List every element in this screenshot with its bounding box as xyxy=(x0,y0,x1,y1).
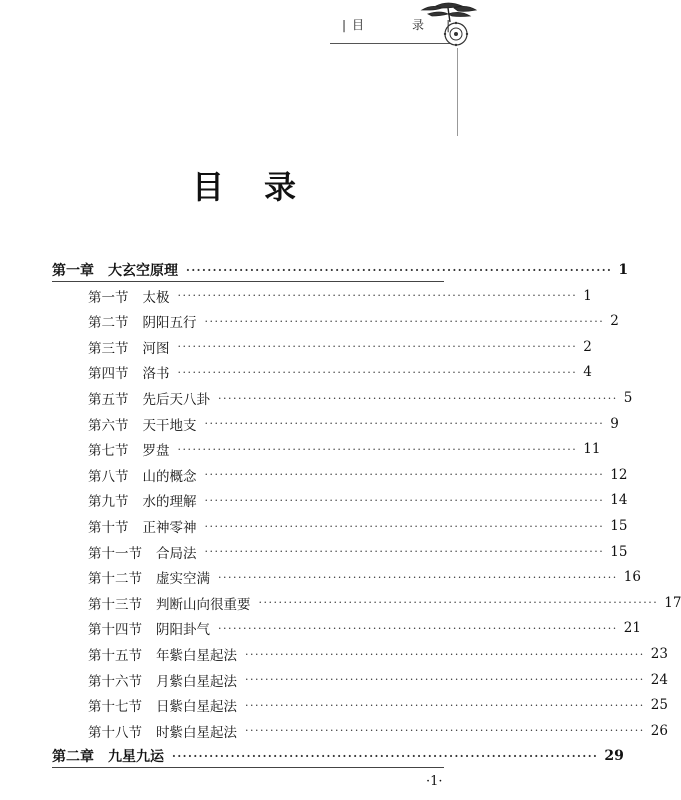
dot-leader: ················································································ xyxy=(204,519,605,533)
section-title: 阴阳卦气 xyxy=(156,622,210,639)
dot-leader: ················································································ xyxy=(218,570,618,584)
section-title: 先后天八卦 xyxy=(142,392,210,408)
dot-leader: ················································································ xyxy=(186,263,613,277)
section-number: 第九节 xyxy=(88,494,129,511)
page-ref: 2 xyxy=(583,338,592,355)
page-ref: 5 xyxy=(623,390,633,406)
toc-section-row xyxy=(88,618,641,639)
section-title: 判断山向很重要 xyxy=(156,596,251,613)
section-title: 时紫白星起法 xyxy=(156,724,237,741)
section-number: 第八节 xyxy=(88,468,129,485)
toc-section-row xyxy=(88,567,641,588)
dot-leader: ················································································ xyxy=(245,698,645,712)
section-title: 阴阳五行 xyxy=(142,315,197,332)
section-title: 月紫白星起法 xyxy=(156,673,237,690)
section-title: 河图 xyxy=(142,340,170,357)
dot-leader: ················································································ xyxy=(218,621,618,635)
toc-section-row xyxy=(88,388,633,408)
section-number: 第七节 xyxy=(88,443,129,460)
page-ref: 12 xyxy=(610,466,628,483)
dot-leader: ················································································ xyxy=(204,493,605,507)
ornament-pine-icon xyxy=(418,2,478,48)
dot-leader: ················································································ xyxy=(177,340,578,354)
toc-section-row xyxy=(88,490,628,511)
toc-section-row xyxy=(88,414,619,434)
toc-chapter-row xyxy=(52,746,624,766)
toc-section-row xyxy=(88,465,628,485)
margin-rule xyxy=(457,48,458,136)
dot-leader: ················································································ xyxy=(177,289,578,303)
page-ref: 23 xyxy=(650,646,668,662)
toc-section-row xyxy=(88,695,668,716)
page-ref: 26 xyxy=(650,722,668,739)
section-title: 洛书 xyxy=(142,366,170,383)
toc-section-row xyxy=(88,516,628,536)
dot-leader: ················································································ xyxy=(204,545,605,559)
page-ref: 16 xyxy=(623,569,641,586)
page-ref: 25 xyxy=(650,697,668,714)
section-title: 年紫白星起法 xyxy=(156,648,237,664)
section-title: 水的理解 xyxy=(142,494,197,511)
section-title: 罗盘 xyxy=(142,443,170,460)
dot-leader: ················································································ xyxy=(177,365,578,379)
page-ref: 1 xyxy=(618,262,629,278)
section-number: 第十四节 xyxy=(88,622,142,639)
toc-section-row xyxy=(88,721,668,741)
dot-leader: ················································································ xyxy=(218,391,618,405)
section-title: 正神零神 xyxy=(142,520,197,536)
dot-leader: ················································································ xyxy=(204,314,605,328)
section-title: 日紫白星起法 xyxy=(156,699,237,716)
toc-section-row xyxy=(88,593,681,613)
page-ref: 4 xyxy=(583,364,592,381)
toc-section-row xyxy=(88,439,601,460)
chapter-number: 第二章 xyxy=(52,749,94,766)
running-head-text: 目 录 xyxy=(352,18,443,32)
section-number: 第五节 xyxy=(88,392,129,408)
page-title: 目录 xyxy=(191,168,336,206)
section-number: 第十二节 xyxy=(88,571,142,588)
running-head-bar-right: | xyxy=(446,17,453,32)
toc-section-row xyxy=(88,311,619,332)
section-number: 第十三节 xyxy=(88,596,142,613)
dot-leader: ················································································ xyxy=(172,749,599,763)
page-ref: 9 xyxy=(610,415,619,432)
page-ref: 15 xyxy=(610,518,628,534)
chapter-rule xyxy=(52,767,444,768)
toc-chapter-row xyxy=(52,260,629,280)
page-ref: 24 xyxy=(650,671,668,688)
section-number: 第四节 xyxy=(88,366,129,383)
toc-section-row xyxy=(88,542,628,562)
page-ref: 2 xyxy=(610,313,619,330)
dot-leader: ················································································ xyxy=(204,417,605,431)
page-ref: 15 xyxy=(610,543,628,560)
section-number: 第十八节 xyxy=(88,724,142,741)
page-ref: 11 xyxy=(583,441,601,458)
section-number: 第一节 xyxy=(88,289,129,306)
running-head-bar-left: | xyxy=(342,17,349,32)
toc-section-row xyxy=(88,337,592,357)
toc-section-row xyxy=(88,670,668,690)
toc-section-row xyxy=(88,362,592,383)
section-title: 天干地支 xyxy=(142,417,197,434)
section-number: 第三节 xyxy=(88,340,129,357)
chapter-number: 第一章 xyxy=(52,263,94,279)
section-number: 第十节 xyxy=(88,520,129,536)
section-number: 第二节 xyxy=(88,315,129,332)
chapter-title: 大玄空原理 xyxy=(108,263,178,279)
page-ref: 17 xyxy=(664,594,681,611)
toc-section-row xyxy=(88,644,668,664)
dot-leader: ················································································ xyxy=(177,442,578,456)
page-number: ·1· xyxy=(426,774,443,789)
dot-leader: ················································································ xyxy=(245,724,645,738)
chapter-title: 九星九运 xyxy=(108,749,164,766)
dot-leader: ················································································ xyxy=(258,596,659,610)
dot-leader: ················································································ xyxy=(245,673,645,687)
section-title: 合局法 xyxy=(156,545,197,562)
toc-section-row xyxy=(88,286,592,306)
page-ref: 14 xyxy=(610,492,628,509)
dot-leader: ················································································ xyxy=(245,647,645,661)
section-number: 第十七节 xyxy=(88,699,142,716)
chapter-rule xyxy=(52,281,444,282)
section-title: 太极 xyxy=(142,289,170,306)
page-ref: 1 xyxy=(583,287,592,304)
section-number: 第十五节 xyxy=(88,648,142,664)
section-number: 第十六节 xyxy=(88,673,142,690)
page-ref: 21 xyxy=(623,620,641,637)
dot-leader: ················································································ xyxy=(204,468,605,482)
section-title: 山的概念 xyxy=(142,468,197,485)
section-number: 第六节 xyxy=(88,417,129,434)
section-title: 虚实空满 xyxy=(156,571,210,588)
page-ref: 29 xyxy=(604,748,624,765)
page-header xyxy=(0,0,488,60)
section-number: 第十一节 xyxy=(88,545,142,562)
